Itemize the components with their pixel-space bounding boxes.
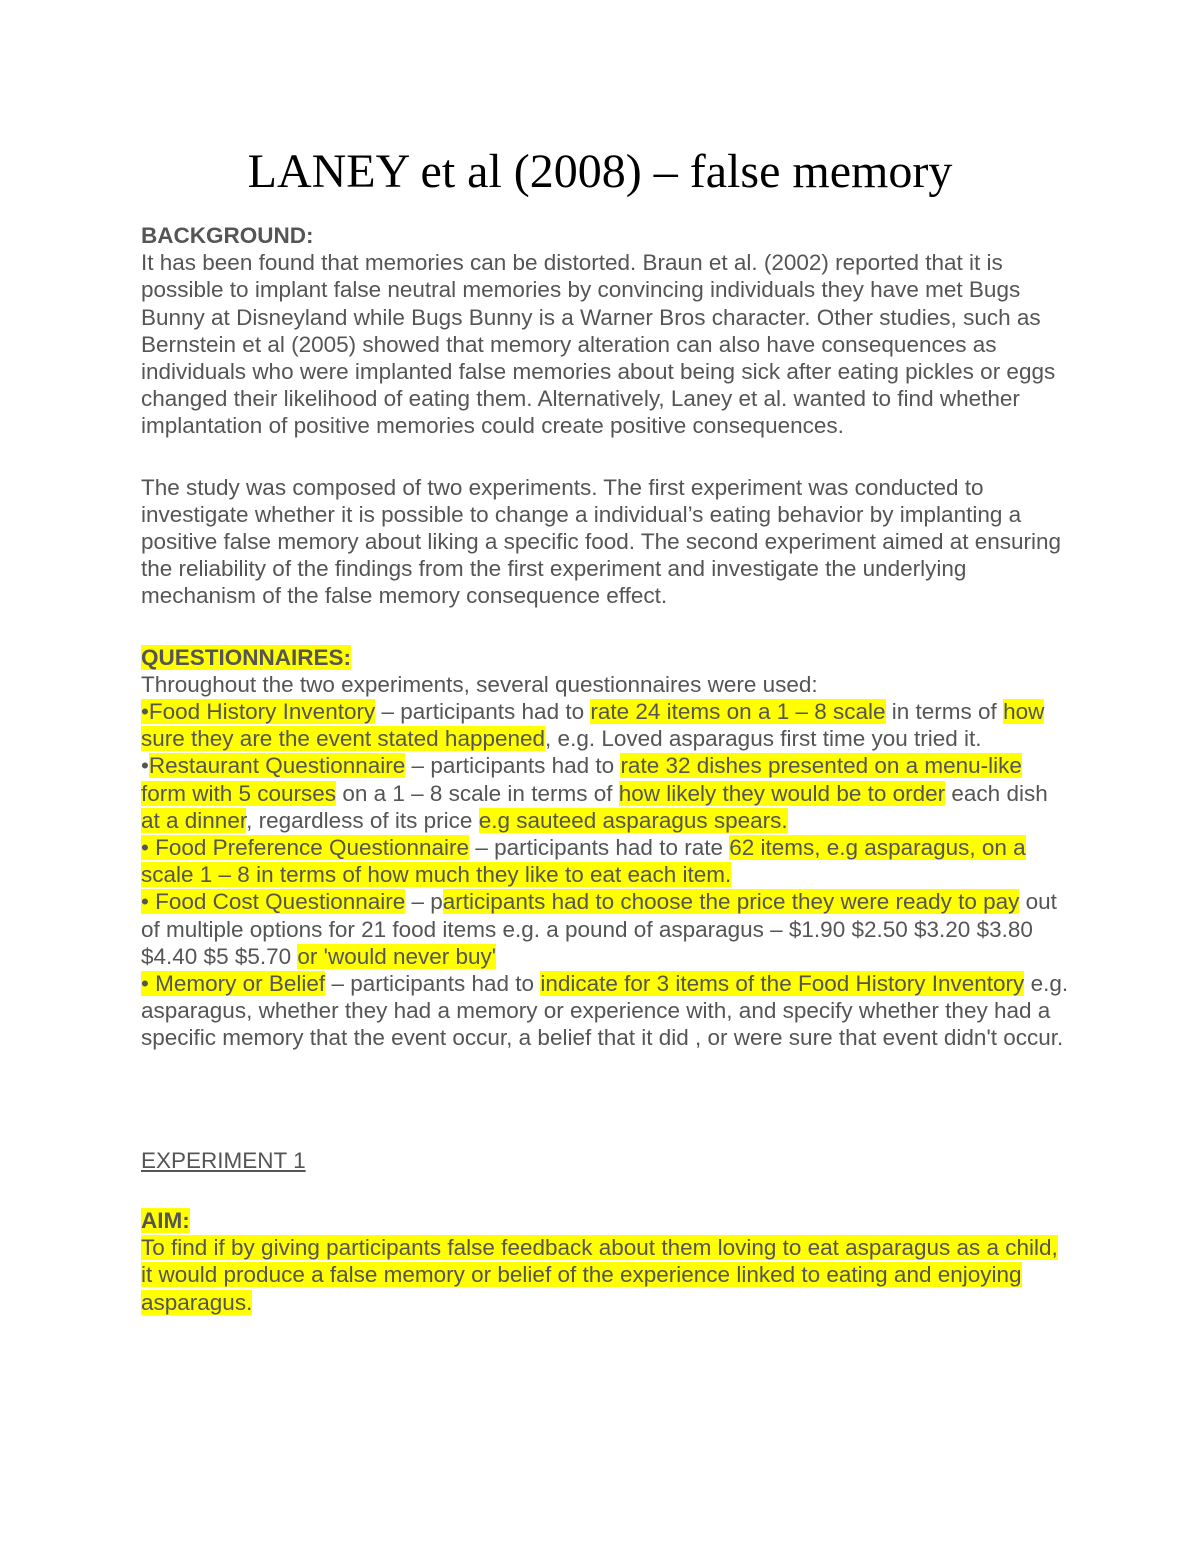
questionnaires-heading (141, 644, 1071, 671)
fcq-text-1: – p (405, 889, 443, 915)
rq-highlight-2: how likely they would be to order (618, 780, 946, 806)
fpq-text-1: – participants had to rate (469, 835, 730, 861)
fpq-highlight-1: 62 items, e.g asparagus, on a scale 1 – 8 in terms of how much they like to eat each item. (141, 835, 1026, 888)
mb-text-2: e.g. asparagus, whether they had a memory or experience with, and specify whether they had a specific memory that the event occur, a belief that it did , or were sure that event didn't occur. (141, 971, 1069, 1051)
fcq-highlight-2: or 'would never buy' (297, 943, 497, 969)
rq-text-1: – participants had to (405, 753, 621, 779)
fhi-highlight-2: how sure they are the event stated happened (141, 699, 1045, 752)
experiment-1-heading: EXPERIMENT 1 (141, 1147, 306, 1173)
food-preference-questionnaire-item (141, 834, 1071, 888)
mb-text-1: – participants had to (325, 971, 541, 997)
document-body (141, 222, 1071, 1316)
rq-bullet: • (141, 753, 149, 779)
rq-text-4: , regardless of its price (246, 807, 479, 833)
background-heading: BACKGROUND: (141, 223, 314, 248)
fhi-name: •Food History Inventory (141, 699, 376, 725)
mb-highlight-1: indicate for 3 items of the Food History Inventory (540, 971, 1025, 997)
rq-highlight-1: rate 32 dishes presented on a menu-like form with 5 courses (141, 753, 1022, 806)
study-paragraph: The study was composed of two experiments. The first experiment was conducted to investigate whether it is possible to change a individual’s eating behavior by implanting a positive false memory about liking a specific food. The second experiment aimed at ensuring the reliability of the findings from the first experiment and investigate the underlying mechanism of the false memory consequence effect. (141, 474, 1062, 609)
questionnaires-intro: Throughout the two experiments, several questionnaires were used: (141, 671, 818, 697)
fcq-text-2: out of multiple options for 21 food items e.g. a pound of asparagus – $1.90 $2.50 $3.20 $3.80 $4.40 $5 $5.70 (141, 889, 1057, 969)
fhi-text-3: , e.g. Loved asparagus first time you tried it. (545, 726, 982, 752)
fhi-text-2: in terms of (885, 699, 1004, 725)
aim-text: To find if by giving participants false feedback about them loving to eat asparagus as a child, it would produce a false memory or belief of the experience linked to eating and enjoying asparagus. (141, 1235, 1058, 1315)
memory-or-belief-item (141, 970, 1071, 1052)
mb-name: • Memory or Belief (141, 971, 326, 997)
rq-name: Restaurant Questionnaire (148, 753, 406, 779)
questionnaires-heading-text: QUESTIONNAIRES: (141, 644, 352, 670)
fcq-highlight-1: articipants had to choose the price they were ready to pay (442, 889, 1020, 915)
restaurant-questionnaire-item (141, 752, 1071, 834)
food-history-inventory-item (141, 698, 1071, 752)
rq-highlight-3: at a dinner (141, 807, 247, 833)
rq-text-3: each dish (945, 780, 1048, 806)
rq-text-2: on a 1 – 8 scale in terms of (336, 780, 619, 806)
background-paragraph: It has been found that memories can be distorted. Braun et al. (2002) reported that it is possible to implant false neutral memories by convincing individuals they have met Bugs Bunny at Disneyland while Bugs Bunny is a Warner Bros character. Other studies, such as Bernstein et al (2005) showed that memory alteration can also have consequences as individuals who were implanted false memories about being sick after eating pickles or eggs changed their likelihood of eating them. Alternatively, Laney et al. wanted to find whether implantation of positive memories could create positive consequences. (141, 250, 1056, 439)
food-cost-questionnaire-item (141, 888, 1071, 970)
fhi-text-1: – participants had to (375, 699, 591, 725)
aim-heading (141, 1207, 1071, 1234)
aim-heading-text: AIM: (141, 1207, 190, 1233)
fcq-name: • Food Cost Questionnaire (141, 889, 406, 915)
fhi-highlight-1: rate 24 items on a 1 – 8 scale (590, 699, 886, 725)
fpq-name: • Food Preference Questionnaire (141, 835, 470, 861)
rq-highlight-4: e.g sauteed asparagus spears. (478, 807, 788, 833)
aim-paragraph (141, 1234, 1071, 1316)
page-title: LANEY et al (2008) – false memory (247, 145, 953, 198)
